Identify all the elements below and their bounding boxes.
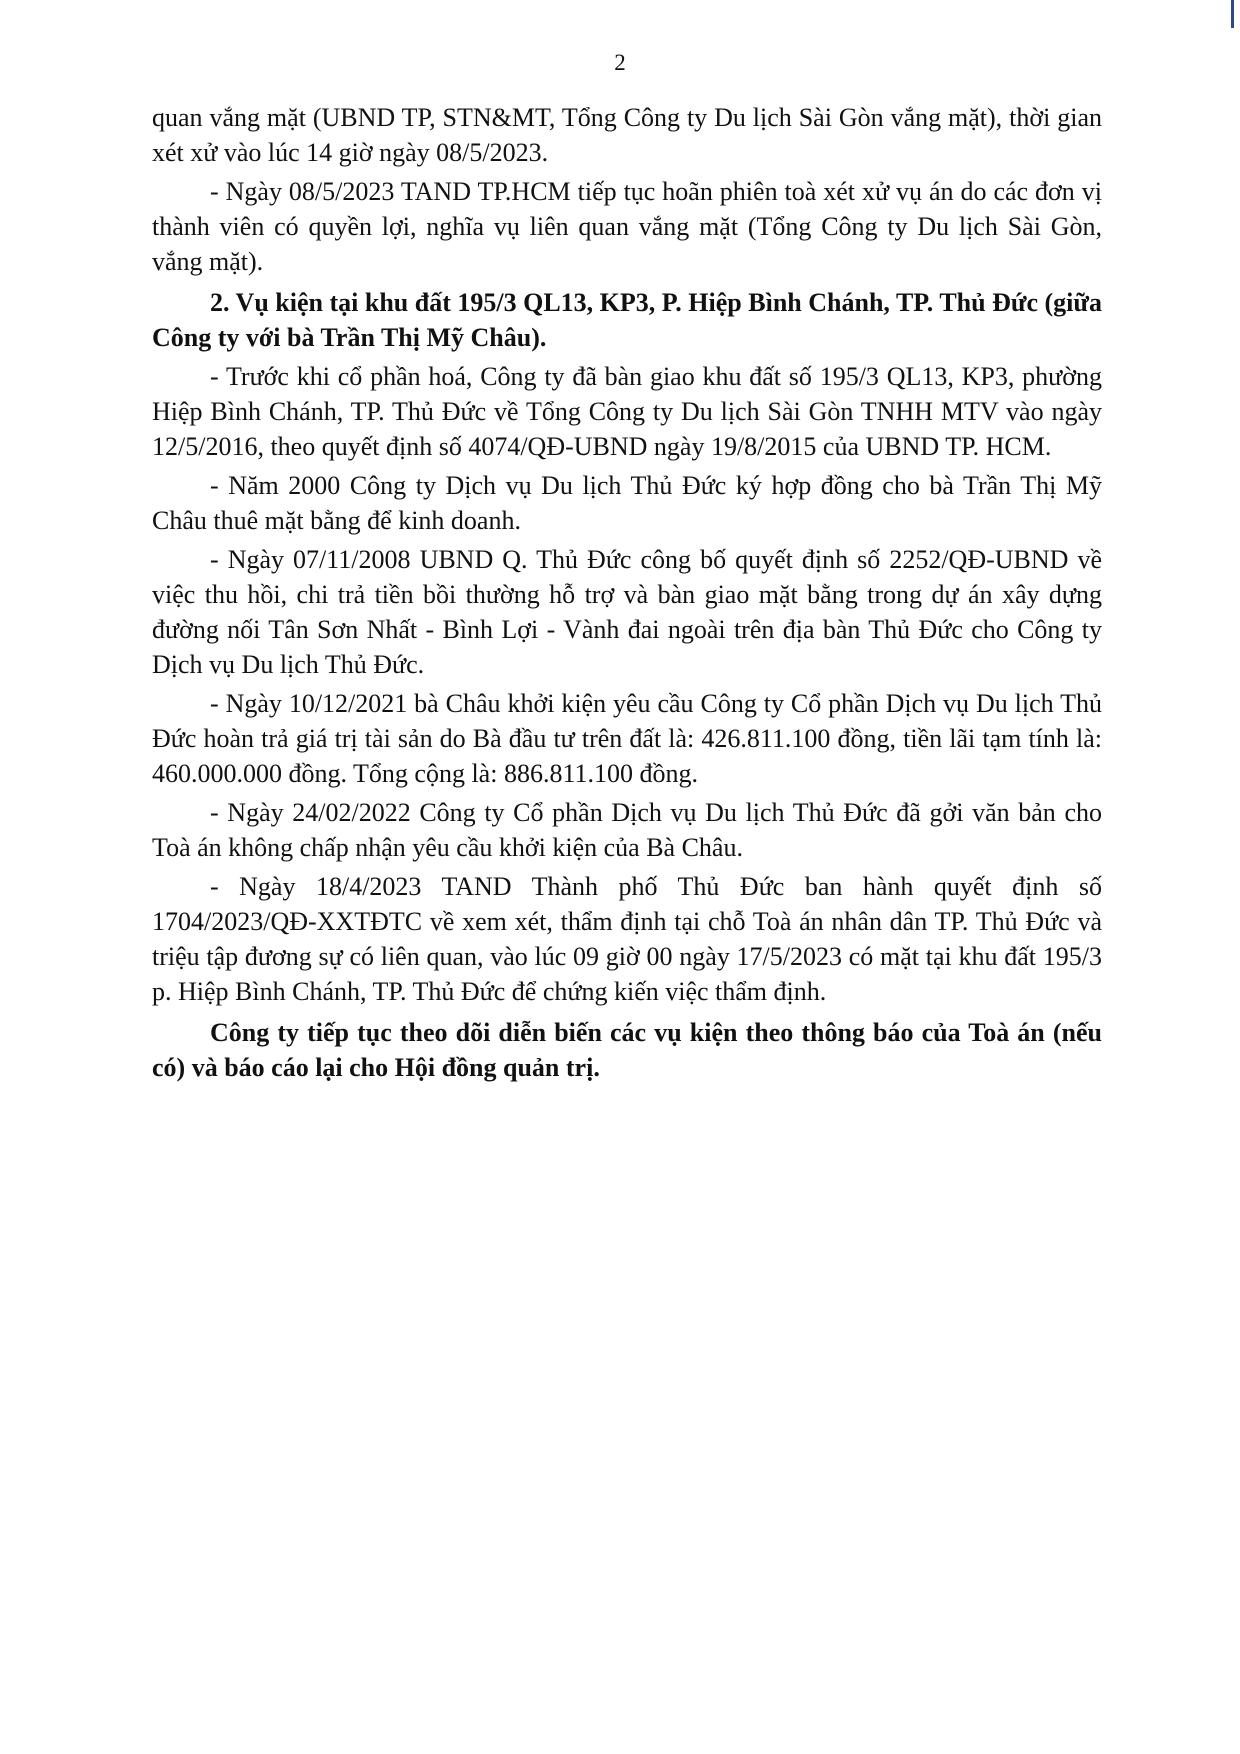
paragraph-lawsuit-filed: - Ngày 10/12/2021 bà Châu khởi kiện yêu cầu Công ty Cổ phần Dịch vụ Du lịch Thủ Đức hoàn trả giá trị tài sản do Bà đầu tư trên đất là: 426.811.100 đồng, tiền lãi tạm tính là: 460.000.000 đồng. Tổng cộng là: 886.811.100 đồng.: [152, 689, 1102, 788]
section-heading-lawsuit-2: 2. Vụ kiện tại khu đất 195/3 QL13, KP3, P. Hiệp Bình Chánh, TP. Thủ Đức (giữa Công ty với bà Trần Thị Mỹ Châu).: [152, 288, 1102, 352]
paragraph-company-response: - Ngày 24/02/2022 Công ty Cổ phần Dịch vụ Du lịch Thủ Đức đã gởi văn bản cho Toà án không chấp nhận yêu cầu khởi kiện của Bà Châu.: [152, 798, 1102, 862]
document-body: [152, 100, 1102, 1089]
paragraph-lease-contract: - Năm 2000 Công ty Dịch vụ Du lịch Thủ Đức ký hợp đồng cho bà Trần Thị Mỹ Châu thuê mặt bằng để kinh doanh.: [152, 471, 1102, 535]
paragraph-continuation: quan vắng mặt (UBND TP, STN&MT, Tổng Công ty Du lịch Sài Gòn vắng mặt), thời gian xét xử vào lúc 14 giờ ngày 08/5/2023.: [152, 103, 1102, 167]
paragraph-recovery-decision: - Ngày 07/11/2008 UBND Q. Thủ Đức công bố quyết định số 2252/QĐ-UBND về việc thu hồi, chi trả tiền bồi thường hỗ trợ và bàn giao mặt bằng trong dự án xây dựng đường nối Tân Sơn Nhất - Bình Lợi - Vành đai ngoài trên địa bàn Thủ Đức cho Công ty Dịch vụ Du lịch Thủ Đức.: [152, 545, 1102, 679]
paragraph-conclusion: Công ty tiếp tục theo dõi diễn biến các vụ kiện theo thông báo của Toà án (nếu có) và báo cáo lại cho Hội đồng quản trị.: [152, 1018, 1102, 1082]
paragraph-land-handover: - Trước khi cổ phần hoá, Công ty đã bàn giao khu đất số 195/3 QL13, KP3, phường Hiệp Bình Chánh, TP. Thủ Đức về Tổng Công ty Du lịch Sài Gòn TNHH MTV vào ngày 12/5/2016, theo quyết định số 4074/QĐ-UBND ngày 19/8/2015 của UBND TP. HCM.: [152, 362, 1102, 461]
paragraph-court-decision: - Ngày 18/4/2023 TAND Thành phố Thủ Đức ban hành quyết định số 1704/2023/QĐ-XXTĐTC về xem xét, thẩm định tại chỗ Toà án nhân dân TP. Thủ Đức và triệu tập đương sự có liên quan, vào lúc 09 giờ 00 ngày 17/5/2023 có mặt tại khu đất 195/3 p. Hiệp Bình Chánh, TP. Thủ Đức để chứng kiến việc thẩm định.: [152, 872, 1102, 1006]
page-number: 2: [614, 50, 626, 75]
paragraph-hearing-postponed: - Ngày 08/5/2023 TAND TP.HCM tiếp tục hoãn phiên toà xét xử vụ án do các đơn vị thành viên có quyền lợi, nghĩa vụ liên quan vắng mặt (Tổng Công ty Du lịch Sài Gòn, vắng mặt).: [152, 177, 1102, 276]
scan-edge-mark: [1231, 0, 1234, 28]
